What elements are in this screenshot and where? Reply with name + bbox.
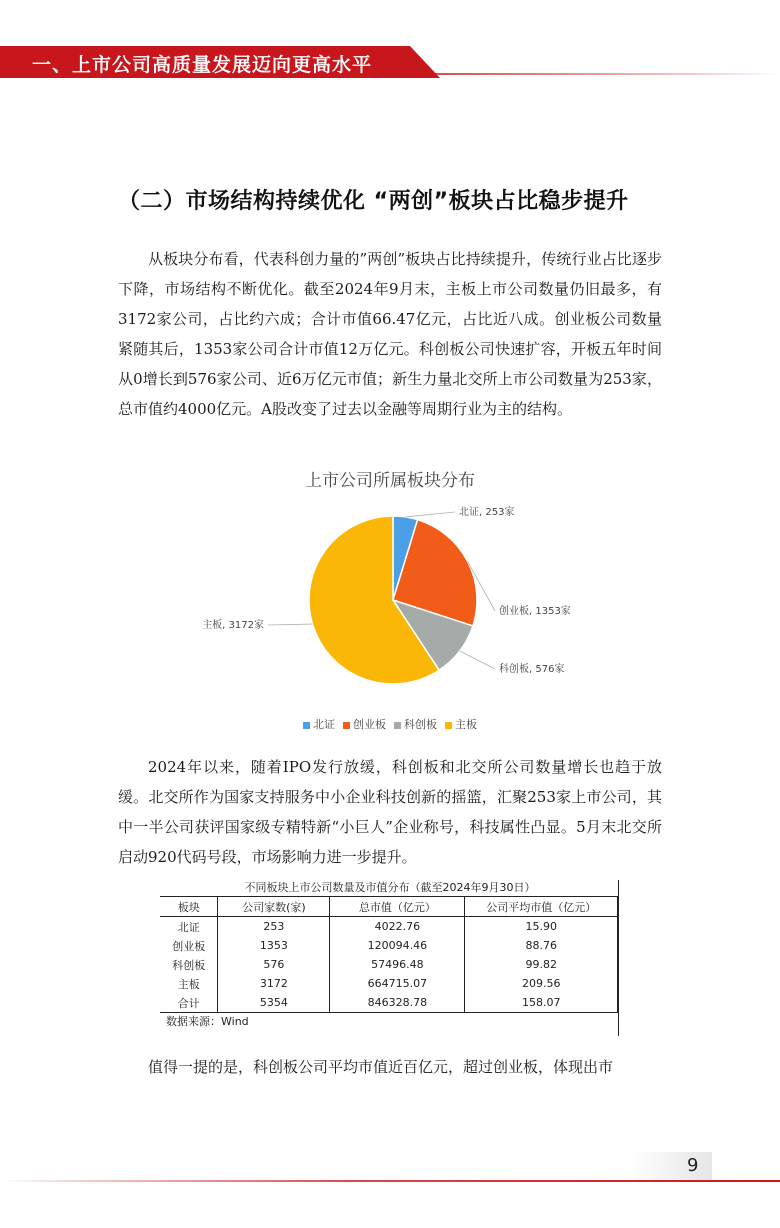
table-cell: 创业板 [160,936,218,955]
table-right-border [618,880,619,1036]
footer-divider [0,1180,780,1182]
table-cell: 88.76 [465,936,618,955]
leader-line [460,651,495,669]
page-number-box [630,1152,712,1180]
table-cell: 1353 [218,936,330,955]
table-row [160,917,618,937]
chart-title: 上市公司所属板块分布 [305,471,475,491]
table-cell: 3172 [218,974,330,993]
table-row [160,936,618,955]
pie-data-label: 科创板, 576家 [499,664,565,675]
table-cell: 576 [218,955,330,974]
section-title: （二）市场结构持续优化 “两创”板块占比稳步提升 [118,189,629,214]
leader-line [268,624,313,625]
chapter-title: 一、上市公司高质量发展迈向更高水平 [32,54,373,76]
table-row [160,955,618,974]
table-cell: 120094.46 [330,936,465,955]
pie-chart [150,495,630,705]
table-cell: 合计 [160,993,218,1013]
table-cell: 北证 [160,917,218,937]
table-cell: 99.82 [465,955,618,974]
chart-legend [0,716,780,732]
legend-swatch [445,722,452,729]
table-row [160,993,618,1013]
legend-item [343,716,386,732]
table-cell: 5354 [218,993,330,1013]
data-source: 数据来源：Wind [166,1015,249,1028]
legend-item [445,716,477,732]
table-header-cell: 板块 [160,897,218,917]
legend-item [303,716,335,732]
table-row [160,974,618,993]
table-header-cell: 总市值（亿元） [330,897,465,917]
legend-swatch [343,722,350,729]
table-cell: 57496.48 [330,955,465,974]
data-table [160,896,618,1013]
table-cell: 846328.78 [330,993,465,1013]
pie-data-label: 主板, 3172家 [202,620,264,631]
table-header-cell: 公司平均市值（亿元） [465,897,618,917]
table-cell: 158.07 [465,993,618,1013]
legend-swatch [303,722,310,729]
legend-label: 北证 [313,718,335,731]
table-cell: 664715.07 [330,974,465,993]
legend-label: 主板 [455,718,477,731]
legend-label: 科创板 [404,718,437,731]
table-cell: 科创板 [160,955,218,974]
legend-label: 创业板 [353,718,386,731]
table-body [160,917,618,1013]
paragraph-2: 2024年以来，随着IPO发行放缓，科创板和北交所公司数量增长也趋于放缓。北交所作为国家支持服务中小企业科技创新的摇篮，汇聚253家上市公司，其中一半公司获评国家级专精特新“小巨人”企业称号，科技属性凸显。5月末北交所启动920代码号段，市场影响力进一步提升。 [118,758,662,866]
table-cell: 主板 [160,974,218,993]
leader-line [405,512,455,517]
legend-item [394,716,437,732]
paragraph-1: 从板块分布看，代表科创力量的”两创”板块占比持续提升，传统行业占比逐步下降，市场结构不断优化。截至2024年9月末，主板上市公司数量仍旧最多，有3172家公司，占比约六成；合计市值66.47亿元，占比近八成。创业板公司数量紧随其后，1353家公司合计市值12万亿元。科创板公司快速扩容，开板五年时间从0增长到576家公司、近6万亿元市值；新生力量北交所上市公司数量为253家，总市值约4000亿元。A股改变了过去以金融等周期行业为主的结构。 [118,250,662,418]
table-cell: 15.90 [465,917,618,937]
market-table [160,880,620,1030]
table-cell: 253 [218,917,330,937]
table-cell: 209.56 [465,974,618,993]
legend-swatch [394,722,401,729]
paragraph-3: 值得一提的是，科创板公司平均市值近百亿元，超过创业板，体现出市 [148,1058,614,1076]
table-title: 不同板块上市公司数量及市值分布（截至2024年9月30日） [244,881,536,894]
table-header-cell: 公司家数(家) [218,897,330,917]
pie-data-label: 创业板, 1353家 [499,606,571,617]
table-header-row [160,897,618,917]
pie-data-label: 北证, 253家 [459,507,515,518]
table-cell: 4022.76 [330,917,465,937]
page-number: 9 [687,1155,699,1176]
